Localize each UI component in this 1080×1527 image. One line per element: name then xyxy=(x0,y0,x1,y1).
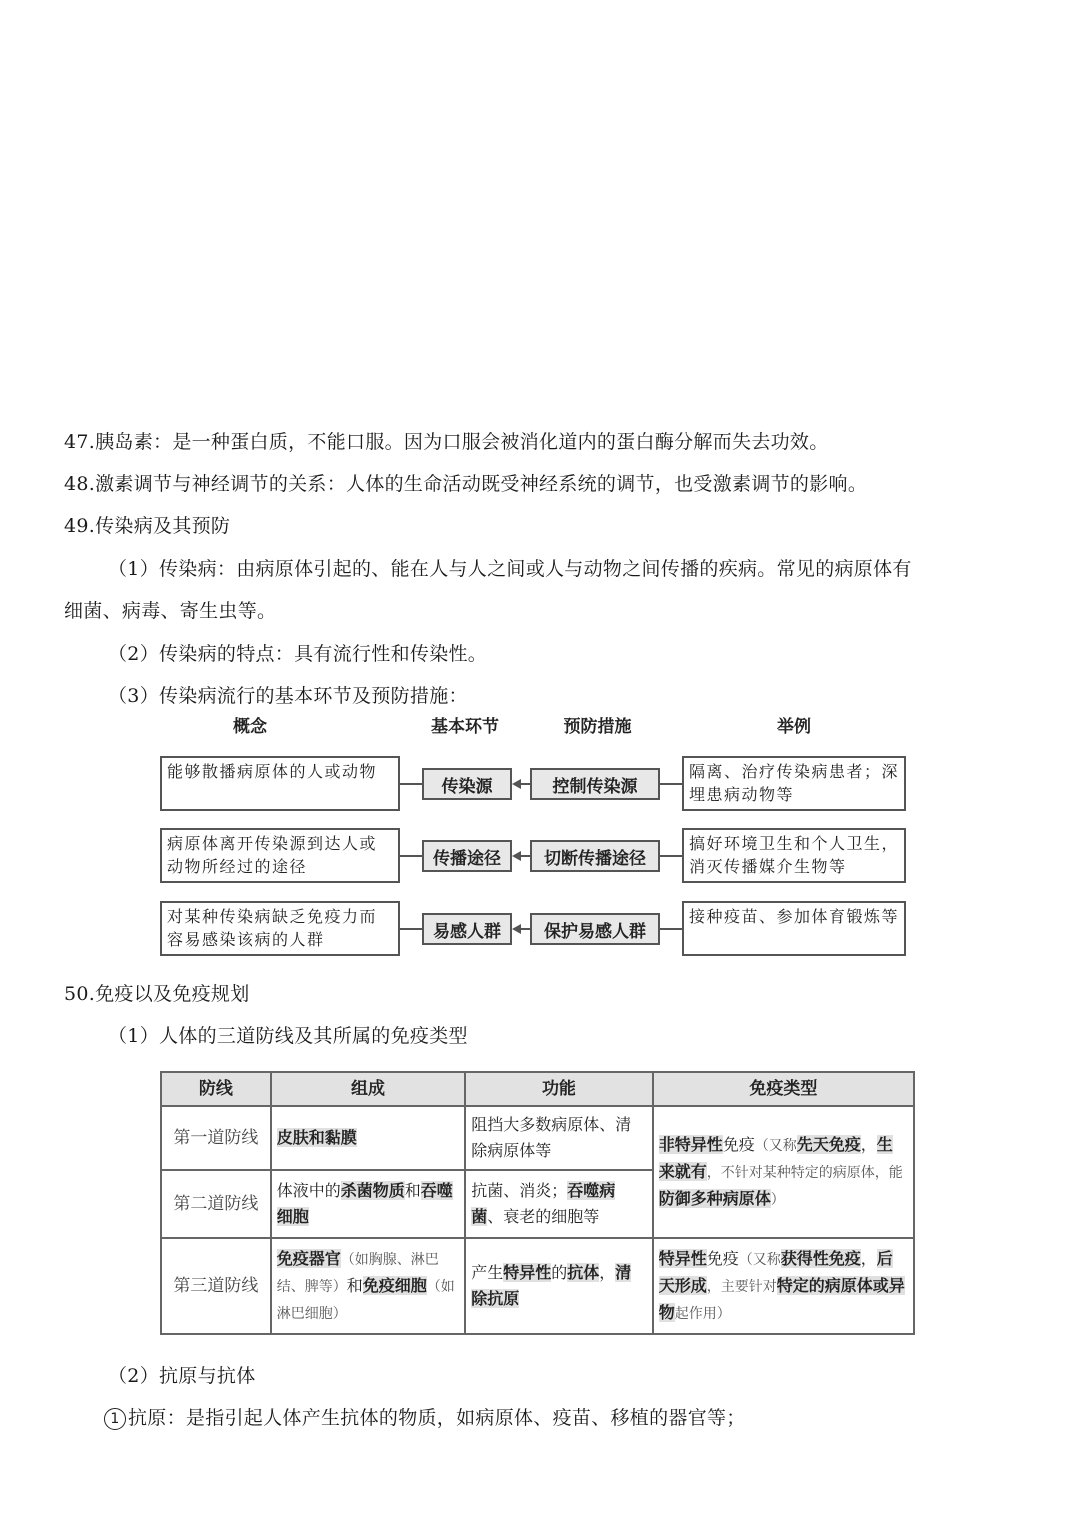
flow-connector xyxy=(660,855,682,857)
defense-type-cell xyxy=(653,1238,914,1334)
text-run: ，不针对某种特定的病原体，能 xyxy=(706,1164,903,1181)
text-run: 起作用） xyxy=(674,1305,731,1322)
flow-connector xyxy=(400,928,422,930)
flow-connector xyxy=(521,783,530,785)
text-run: （又称 xyxy=(738,1251,781,1268)
defense-type-cell xyxy=(653,1106,914,1238)
flow-concept-box: 病原体离开传染源到达人或动物所经过的途径 xyxy=(160,828,400,883)
flow-link-box: 易感人群 xyxy=(422,913,512,945)
text-run: 和 xyxy=(346,1275,363,1295)
flow-link-box: 传播途径 xyxy=(422,840,512,872)
item-47: 47.胰岛素：是一种蛋白质，不能口服。因为口服会被消化道内的蛋白酶分解而失去功效。 xyxy=(64,431,829,453)
highlight-term: 生来就有 xyxy=(658,1134,893,1181)
highlight-term: 获得性免疫 xyxy=(780,1248,861,1268)
item-50-title: 50.免疫以及免疫规划 xyxy=(64,983,250,1005)
flow-arrow-left-icon xyxy=(512,779,521,789)
item-49-3: （3）传染病流行的基本环节及预防措施： xyxy=(108,685,468,707)
text-run: ） xyxy=(770,1191,785,1208)
highlight-term: 杀菌物质 xyxy=(340,1181,405,1200)
text-run: 的 xyxy=(551,1263,568,1282)
item-50-2-1 xyxy=(104,1405,746,1431)
item-48: 48.激素调节与神经调节的关系：人体的生命活动既受神经系统的调节，也受激素调节的影响。 xyxy=(64,473,868,495)
highlight-term: 吞噬病菌 xyxy=(471,1181,616,1226)
table-header-cell: 功能 xyxy=(465,1072,653,1106)
flow-concept-box: 对某种传染病缺乏免疫力而容易感染该病的人群 xyxy=(160,901,400,956)
flow-link-box: 传染源 xyxy=(422,768,512,800)
highlight-term: 免疫细胞 xyxy=(362,1275,427,1295)
circled-number-icon: 1 xyxy=(104,1408,126,1430)
table-header-cell: 防线 xyxy=(161,1072,271,1106)
item-49-title: 49.传染病及其预防 xyxy=(64,515,231,537)
text-run: 体液中的 xyxy=(276,1181,341,1200)
flow-connector xyxy=(521,928,530,930)
flow-connector xyxy=(521,855,530,857)
flow-connector xyxy=(660,783,682,785)
text-run: 免疫 xyxy=(706,1248,739,1268)
table-header-row xyxy=(161,1072,914,1106)
highlight-term: 抗体 xyxy=(567,1263,600,1282)
text-run: ， xyxy=(860,1134,877,1154)
table-header-cell: 免疫类型 xyxy=(653,1072,914,1106)
item-50-2-1-text: 抗原：是指引起人体产生抗体的物质，如病原体、疫苗、移植的器官等； xyxy=(128,1407,746,1429)
highlight-term: 非特异性 xyxy=(658,1134,723,1154)
defense-name-cell: 第三道防线 xyxy=(161,1238,271,1334)
flow-arrow-left-icon xyxy=(512,851,521,861)
text-run: 抗菌、消炎； xyxy=(471,1181,568,1200)
text-run: （又称 xyxy=(754,1137,797,1154)
flow-header-measure: 预防措施 xyxy=(563,717,632,737)
text-run: （如淋巴细胞） xyxy=(276,1278,455,1322)
highlight-term: 吞噬细胞 xyxy=(276,1181,453,1226)
highlight-term: 皮肤和黏膜 xyxy=(276,1128,357,1147)
flow-example-box: 隔离、治疗传染病患者；深埋患病动物等 xyxy=(682,756,906,811)
flow-connector xyxy=(660,928,682,930)
defense-composition-cell xyxy=(271,1170,465,1238)
highlight-term: 防御多种病原体 xyxy=(658,1188,771,1208)
flow-header-link: 基本环节 xyxy=(431,717,499,737)
text-run: ， xyxy=(860,1248,877,1268)
item-49-2: （2）传染病的特点：具有流行性和传染性。 xyxy=(108,643,488,665)
flow-measure-box: 切断传播途径 xyxy=(530,840,660,872)
flow-connector xyxy=(400,855,422,857)
flow-example-box: 搞好环境卫生和个人卫生，消灭传播媒介生物等 xyxy=(682,828,906,883)
item-49-1-line1: （1）传染病：由病原体引起的、能在人与人之间或人与动物之间传播的疾病。常见的病原体有 xyxy=(108,558,912,580)
highlight-term: 特异性 xyxy=(658,1248,707,1268)
defense-name-cell: 第一道防线 xyxy=(161,1106,271,1170)
flow-measure-box: 保护易感人群 xyxy=(530,913,660,945)
defense-composition-cell xyxy=(271,1238,465,1334)
defense-name-cell: 第二道防线 xyxy=(161,1170,271,1238)
flow-measure-box: 控制传染源 xyxy=(530,768,660,800)
highlight-term: 免疫器官 xyxy=(276,1248,341,1268)
table-row xyxy=(161,1106,914,1170)
text-run: ， xyxy=(599,1263,616,1282)
defense-function-cell xyxy=(465,1170,653,1238)
highlight-term: 后天形成 xyxy=(658,1248,893,1295)
defense-function-cell xyxy=(465,1238,653,1334)
table-row xyxy=(161,1238,914,1334)
item-49-1-line2: 细菌、病毒、寄生虫等。 xyxy=(64,600,277,622)
flow-example-box: 接种疫苗、参加体育锻炼等 xyxy=(682,901,906,956)
item-50-1: （1）人体的三道防线及其所属的免疫类型 xyxy=(108,1025,468,1047)
defense-composition-cell xyxy=(271,1106,465,1170)
item-50-2: （2）抗原与抗体 xyxy=(108,1365,256,1387)
defense-lines-table xyxy=(160,1071,915,1335)
table-header-cell: 组成 xyxy=(271,1072,465,1106)
text-run: ，主要针对 xyxy=(706,1278,777,1295)
highlight-term: 特异性 xyxy=(503,1263,552,1282)
flow-header-concept: 概念 xyxy=(233,717,267,737)
flow-connector xyxy=(400,783,422,785)
defense-function-cell: 阻挡大多数病原体、清除病原体等 xyxy=(465,1106,653,1170)
flow-header-example: 举例 xyxy=(777,717,811,737)
highlight-term: 特定的病原体或异物 xyxy=(658,1275,905,1322)
flow-concept-box: 能够散播病原体的人或动物 xyxy=(160,756,400,811)
text-run: 和 xyxy=(404,1181,421,1200)
flow-arrow-left-icon xyxy=(512,924,521,934)
text-run: 免疫 xyxy=(722,1134,755,1154)
text-run: 产生 xyxy=(471,1263,504,1282)
highlight-term: 先天免疫 xyxy=(796,1134,861,1154)
text-run: （如胸腺、淋巴结、脾等） xyxy=(276,1251,439,1295)
highlight-term: 清除抗原 xyxy=(471,1263,632,1308)
text-run: 、衰老的细胞等 xyxy=(487,1207,600,1226)
